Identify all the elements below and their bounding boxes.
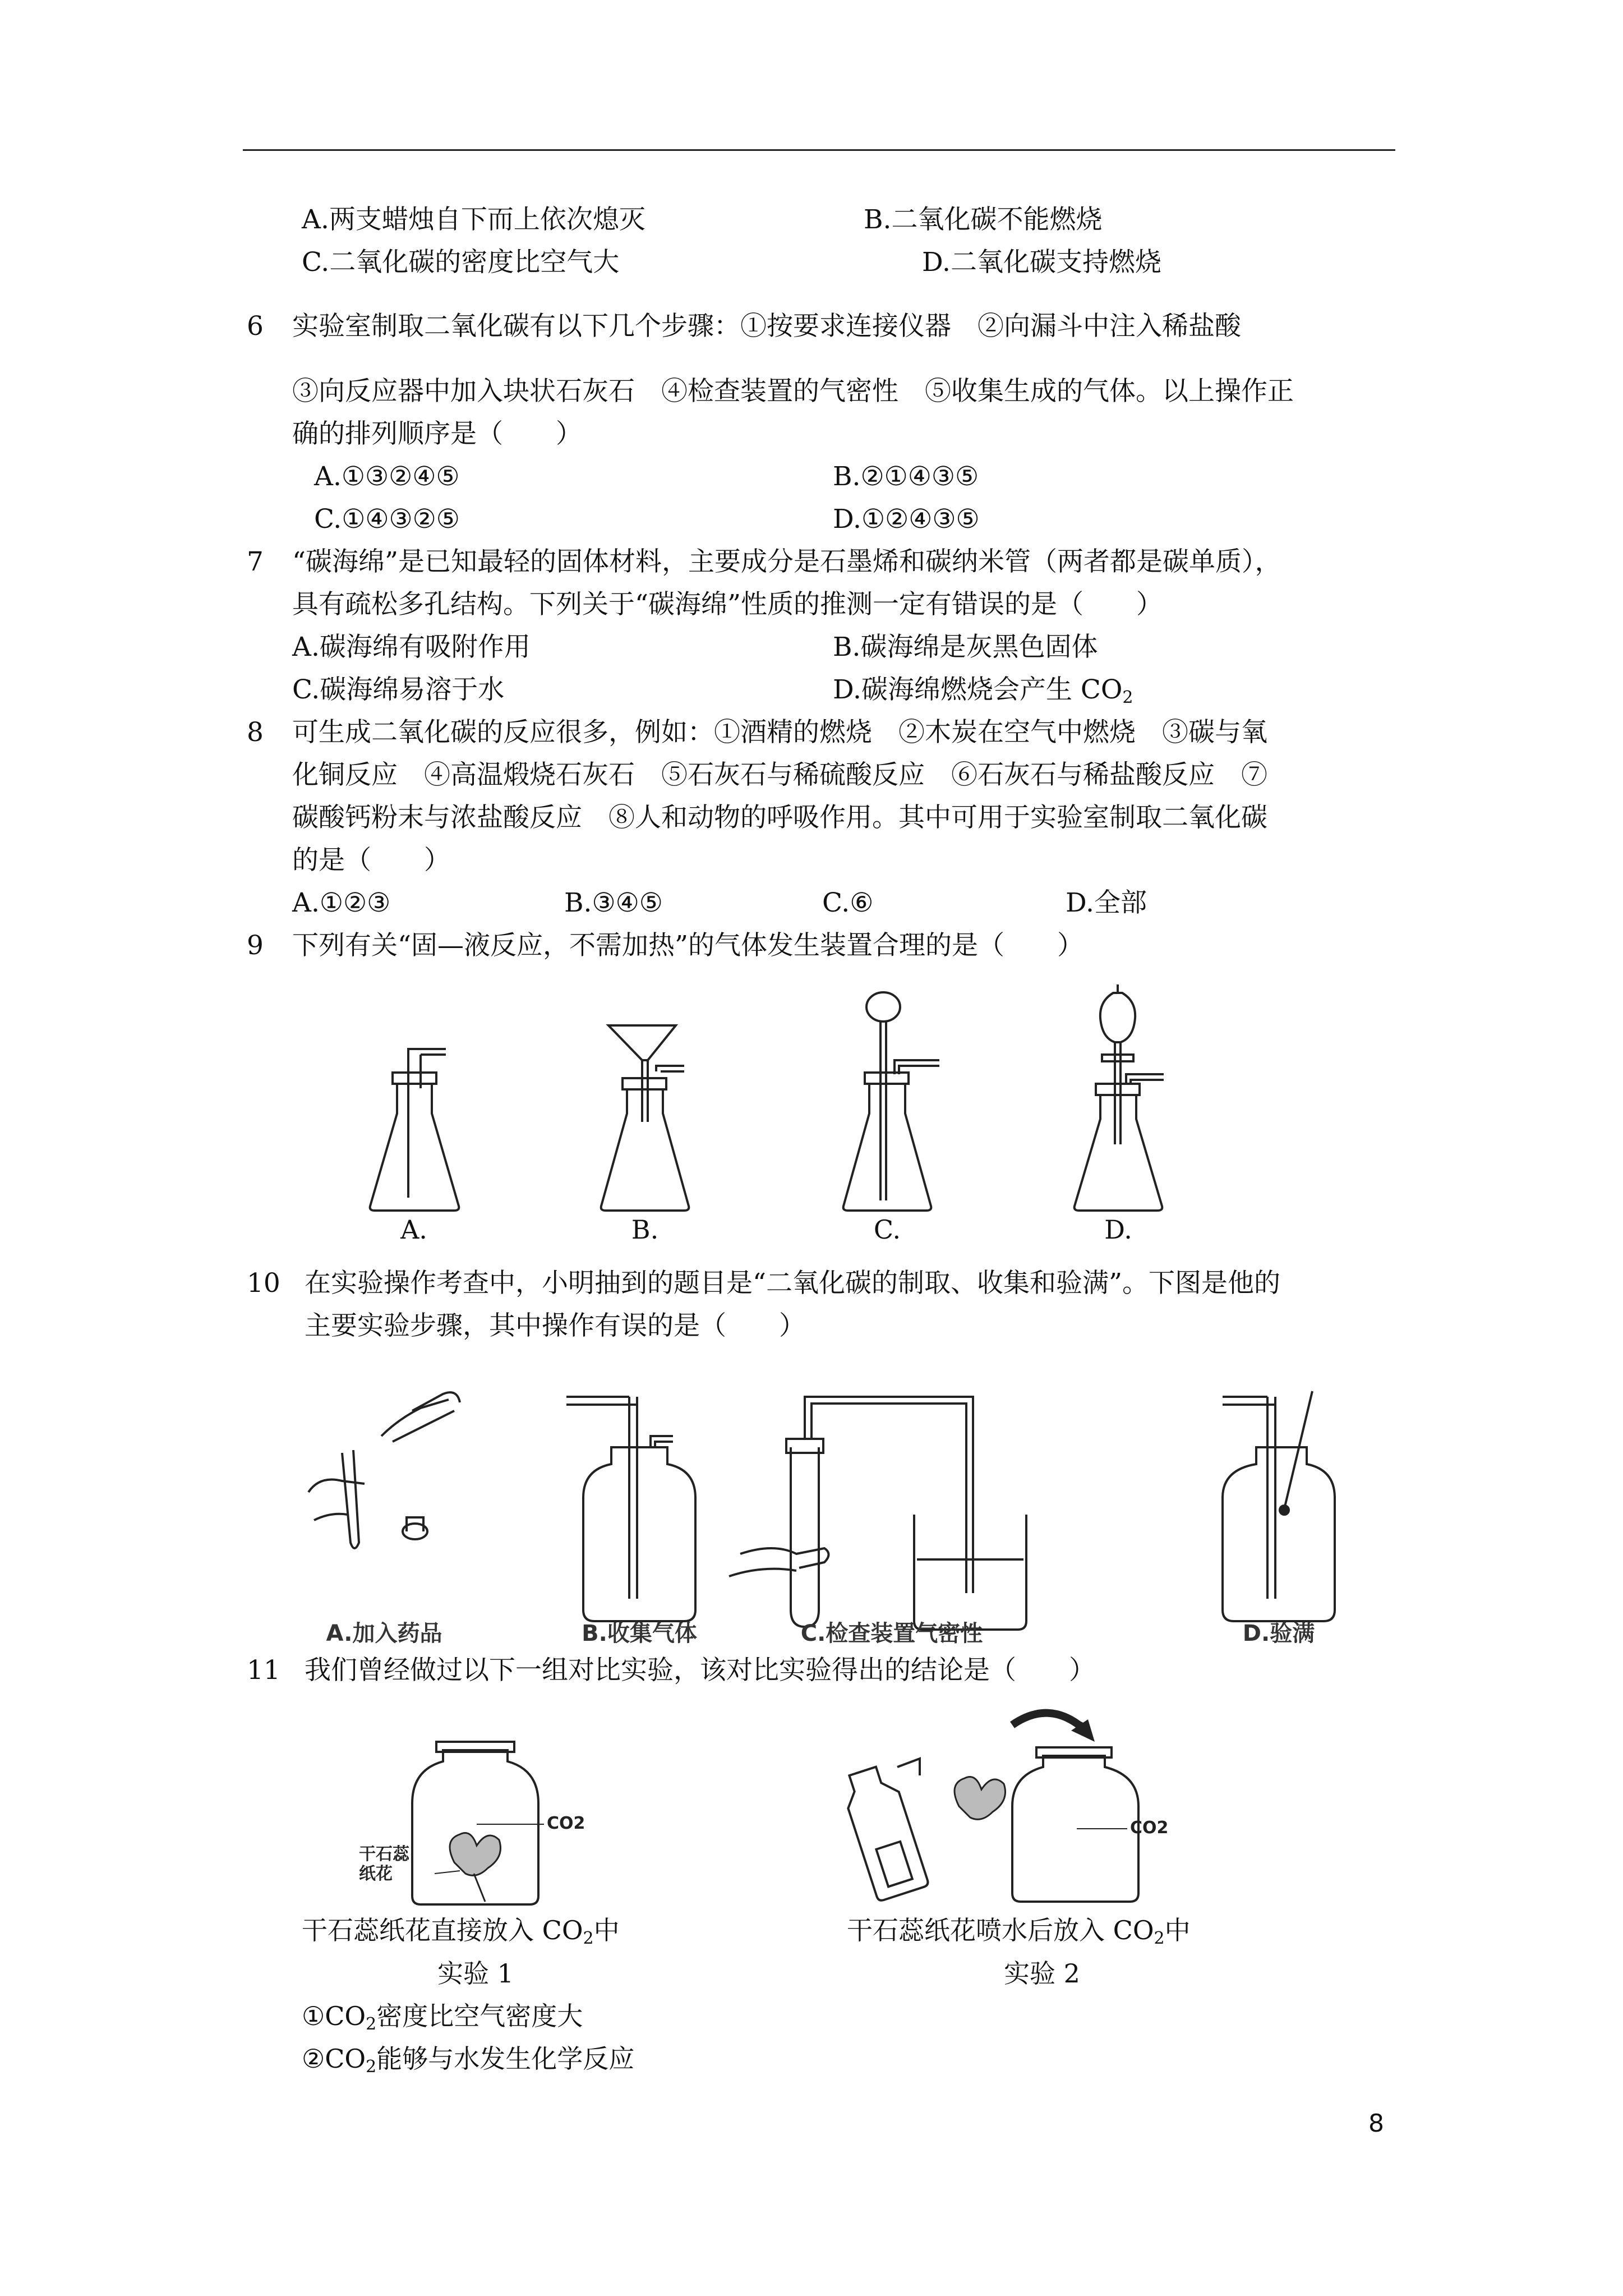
q10-number: 10 xyxy=(247,1268,280,1299)
q8-option-c: C.⑥ xyxy=(822,887,874,918)
q11-conclusion-1: $①CO_2$密度比空气密度大 xyxy=(302,2001,583,2034)
q9-label-d: D. xyxy=(1104,1214,1132,1245)
q11-flower-label-line2: 纸花 xyxy=(359,1864,393,1884)
q7-option-c: C.碳海绵易溶于水 xyxy=(292,674,505,705)
q10-full-check-icon xyxy=(1223,1391,1335,1621)
q11-jar-2-icon xyxy=(1012,1747,1138,1902)
q11-stem: 我们曾经做过以下一组对比实验，该对比实验得出的结论是（ ） xyxy=(305,1655,1095,1686)
q11-flower-label-line1: 干石蕊 xyxy=(359,1844,409,1864)
q11-gas-label-2: CO2 xyxy=(1130,1818,1169,1838)
q10-stem-line1: 在实验操作考查中，小明抽到的题目是“二氧化碳的制取、收集和验满”。下图是他的 xyxy=(305,1268,1281,1299)
q10-caption-d: D.验满 xyxy=(1242,1621,1315,1646)
q11-number: 11 xyxy=(247,1655,280,1686)
q9-flask-c-icon xyxy=(843,992,939,1211)
q6-stem-line2: ③向反应器中加入块状石灰石 ④检查装置的气密性 ⑤收集生成的气体。以上操作正 xyxy=(292,376,1294,407)
q9-label-c: C. xyxy=(873,1214,901,1245)
q11-exp1-name: 实验 1 xyxy=(437,1958,514,1989)
q8-stem-line2: 化铜反应 ④高温煅烧石灰石 ⑤石灰石与稀硫酸反应 ⑥石灰石与稀盐酸反应 ⑦ xyxy=(292,760,1267,790)
q7-option-a: A.碳海绵有吸附作用 xyxy=(292,632,531,662)
q7-option-d: D.碳海绵燃烧会产生 $CO_2$ xyxy=(833,674,1133,707)
q10-caption-c: C.检查装置气密性 xyxy=(800,1621,983,1646)
q10-operation-figure xyxy=(303,1386,1368,1644)
q6-option-a: A.①③②④⑤ xyxy=(314,461,460,492)
q11-exp2-name: 实验 2 xyxy=(1004,1958,1080,1989)
q11-jar-1-icon xyxy=(412,1742,538,1904)
q11-sprayer-icon xyxy=(838,1759,929,1902)
q9-apparatus-figure xyxy=(336,976,1267,1245)
q7-option-b: B.碳海绵是灰黑色固体 xyxy=(833,632,1098,662)
q6-option-b: B.②①④③⑤ xyxy=(833,461,979,492)
q11-exp2-description: 干石蕊纸花喷水后放入 $CO_2$中 xyxy=(847,1915,1191,1948)
q10-caption-a: A.加入药品 xyxy=(326,1621,442,1646)
q8-stem-line4: 的是（ ） xyxy=(292,845,450,876)
q5-option-b: B.二氧化碳不能燃烧 xyxy=(864,204,1103,235)
q7-stem-line1: “碳海绵”是已知最轻的固体材料，主要成分是石墨烯和碳纳米管（两者都是碳单质）， xyxy=(292,546,1281,577)
header-rule xyxy=(243,149,1395,151)
q8-number: 8 xyxy=(247,717,264,748)
q9-label-a: A. xyxy=(400,1214,427,1245)
q10-pour-icon xyxy=(308,1392,460,1548)
q11-gas-label-1: CO2 xyxy=(547,1814,585,1833)
q11-experiment-figure xyxy=(359,1700,1256,1907)
q9-flask-d-icon xyxy=(1075,984,1164,1211)
q10-caption-b: B.收集气体 xyxy=(582,1621,697,1646)
q5-option-d: D.二氧化碳支持燃烧 xyxy=(922,247,1161,278)
q7-number: 7 xyxy=(247,546,264,577)
q11-conclusion-2: $②CO_2$能够与水发生化学反应 xyxy=(302,2044,635,2077)
q11-flower-1-icon xyxy=(450,1833,501,1902)
q11-flower-2-icon xyxy=(955,1777,1006,1820)
q8-option-a: A.①②③ xyxy=(292,887,391,918)
q8-stem-line3: 碳酸钙粉末与浓盐酸反应 ⑧人和动物的呼吸作用。其中可用于实验室制取二氧化碳 xyxy=(292,802,1267,833)
q8-stem-line1: 可生成二氧化碳的反应很多，例如：①酒精的燃烧 ②木炭在空气中燃烧 ③碳与氧 xyxy=(292,717,1267,748)
q9-flask-a-icon xyxy=(370,1049,459,1211)
q8-option-d: D.全部 xyxy=(1066,887,1147,918)
q10-gas-bottle-icon xyxy=(566,1397,695,1621)
q11-exp1-description: 干石蕊纸花直接放入 $CO_2$中 xyxy=(302,1915,620,1948)
q6-stem-line3: 确的排列顺序是（ ） xyxy=(292,418,582,449)
q9-number: 9 xyxy=(247,930,264,961)
q9-label-b: B. xyxy=(631,1214,659,1245)
q8-option-b: B.③④⑤ xyxy=(564,887,663,918)
q7-stem-line2: 具有疏松多孔结构。下列关于“碳海绵”性质的推测一定有错误的是（ ） xyxy=(292,589,1163,620)
q9-flask-b-icon xyxy=(601,1025,689,1211)
q11-arrow-icon xyxy=(1012,1713,1082,1728)
page-number: 8 xyxy=(1368,2109,1384,2138)
q5-option-a: A.两支蜡烛自下而上依次熄灭 xyxy=(302,204,645,235)
q6-number: 6 xyxy=(247,311,264,342)
q6-option-c: C.①④③②⑤ xyxy=(314,504,460,535)
q9-stem: 下列有关“固—液反应，不需加热”的气体发生装置合理的是（ ） xyxy=(292,930,1084,961)
q5-option-c: C.二氧化碳的密度比空气大 xyxy=(302,247,620,278)
q10-stem-line2: 主要实验步骤，其中操作有误的是（ ） xyxy=(305,1310,805,1341)
q6-option-d: D.①②④③⑤ xyxy=(833,504,980,535)
q6-stem-line1: 实验室制取二氧化碳有以下几个步骤：①按要求连接仪器 ②向漏斗中注入稀盐酸 xyxy=(292,311,1241,342)
q10-airtight-check-icon xyxy=(729,1397,1026,1630)
